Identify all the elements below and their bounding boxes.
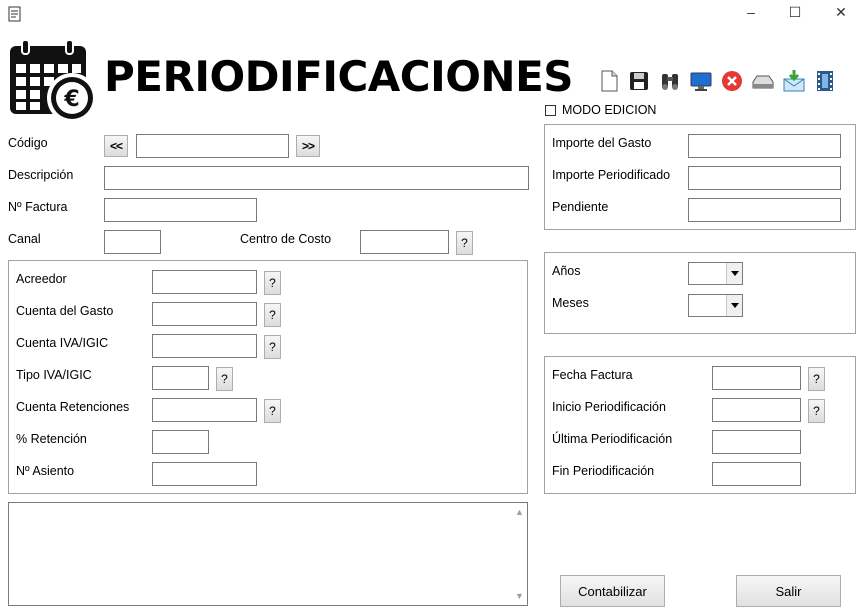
codigo-input[interactable]: [136, 134, 289, 158]
prev-record-button[interactable]: <<: [104, 135, 128, 157]
scroll-down-icon[interactable]: ▼: [515, 591, 524, 601]
fecha-factura-label: Fecha Factura: [552, 368, 633, 382]
inicio-label: Inicio Periodificación: [552, 400, 666, 414]
svg-text:€: €: [64, 87, 80, 112]
delete-red-x-icon[interactable]: [719, 68, 745, 94]
descripcion-label: Descripción: [8, 168, 74, 182]
edit-mode-checkbox[interactable]: [545, 105, 556, 116]
meses-label: Meses: [552, 296, 589, 310]
fin-input[interactable]: [712, 462, 801, 486]
anios-label: Años: [552, 264, 581, 278]
contabilizar-button[interactable]: Contabilizar: [560, 575, 665, 607]
centro-costo-input[interactable]: [360, 230, 449, 254]
acreedor-label: Acreedor: [16, 272, 67, 286]
salir-button[interactable]: Salir: [736, 575, 841, 607]
close-window-button[interactable]: ✕: [835, 4, 847, 20]
fecha-factura-lookup-button[interactable]: ?: [808, 367, 825, 391]
chevron-down-icon[interactable]: [726, 295, 742, 316]
importe-periodificado-input[interactable]: [688, 166, 841, 190]
asiento-label: Nº Asiento: [16, 464, 75, 478]
centro-costo-label: Centro de Costo: [240, 232, 332, 246]
film-strip-icon[interactable]: [812, 68, 838, 94]
retencion-label: % Retención: [16, 432, 87, 446]
fecha-factura-input[interactable]: [712, 366, 801, 390]
notes-textarea[interactable]: [8, 502, 528, 606]
anios-select[interactable]: [688, 262, 743, 285]
cuenta-iva-input[interactable]: [152, 334, 257, 358]
inicio-input[interactable]: [712, 398, 801, 422]
minimize-button[interactable]: –: [747, 4, 755, 20]
acreedor-input[interactable]: [152, 270, 257, 294]
notes-scrollbar[interactable]: [511, 503, 527, 605]
inicio-lookup-button[interactable]: ?: [808, 399, 825, 423]
descripcion-input[interactable]: [104, 166, 529, 190]
codigo-label: Código: [8, 136, 48, 150]
canal-label: Canal: [8, 232, 41, 246]
tipo-iva-input[interactable]: [152, 366, 209, 390]
monitor-icon[interactable]: [688, 68, 714, 94]
cuenta-gasto-label: Cuenta del Gasto: [16, 304, 114, 318]
cuenta-gasto-lookup-button[interactable]: ?: [264, 303, 281, 327]
new-document-icon[interactable]: [596, 68, 622, 94]
download-envelope-icon[interactable]: [781, 68, 807, 94]
maximize-button[interactable]: ☐: [788, 4, 802, 20]
app-document-icon: [8, 6, 22, 22]
next-record-button[interactable]: >>: [296, 135, 320, 157]
ultima-input[interactable]: [712, 430, 801, 454]
pendiente-label: Pendiente: [552, 200, 609, 214]
factura-label: Nº Factura: [8, 200, 68, 214]
retencion-input[interactable]: [152, 430, 209, 454]
cuenta-retenciones-input[interactable]: [152, 398, 257, 422]
importe-gasto-label: Importe del Gasto: [552, 136, 652, 150]
calendar-euro-icon: [8, 38, 98, 122]
asiento-input[interactable]: [152, 462, 257, 486]
meses-select[interactable]: [688, 294, 743, 317]
centro-costo-lookup-button[interactable]: ?: [456, 231, 473, 255]
scanner-icon[interactable]: [750, 68, 776, 94]
acreedor-lookup-button[interactable]: ?: [264, 271, 281, 295]
pendiente-input[interactable]: [688, 198, 841, 222]
cuenta-gasto-input[interactable]: [152, 302, 257, 326]
importe-gasto-input[interactable]: [688, 134, 841, 158]
scroll-up-icon[interactable]: ▲: [515, 507, 524, 517]
edit-mode-label: MODO EDICION: [562, 103, 657, 117]
cuenta-iva-lookup-button[interactable]: ?: [264, 335, 281, 359]
binoculars-search-icon[interactable]: [657, 68, 683, 94]
chevron-down-icon[interactable]: [726, 263, 742, 284]
cuenta-iva-label: Cuenta IVA/IGIC: [16, 336, 109, 350]
cuenta-retenciones-label: Cuenta Retenciones: [16, 400, 130, 414]
factura-input[interactable]: [104, 198, 257, 222]
canal-input[interactable]: [104, 230, 161, 254]
tipo-iva-lookup-button[interactable]: ?: [216, 367, 233, 391]
page-title: PERIODIFICACIONES: [104, 52, 574, 101]
ultima-label: Última Periodificación: [552, 432, 673, 446]
tipo-iva-label: Tipo IVA/IGIC: [16, 368, 92, 382]
importe-periodificado-label: Importe Periodificado: [552, 168, 671, 182]
fin-label: Fin Periodificación: [552, 464, 655, 478]
cuenta-retenciones-lookup-button[interactable]: ?: [264, 399, 281, 423]
save-disk-icon[interactable]: [626, 68, 652, 94]
